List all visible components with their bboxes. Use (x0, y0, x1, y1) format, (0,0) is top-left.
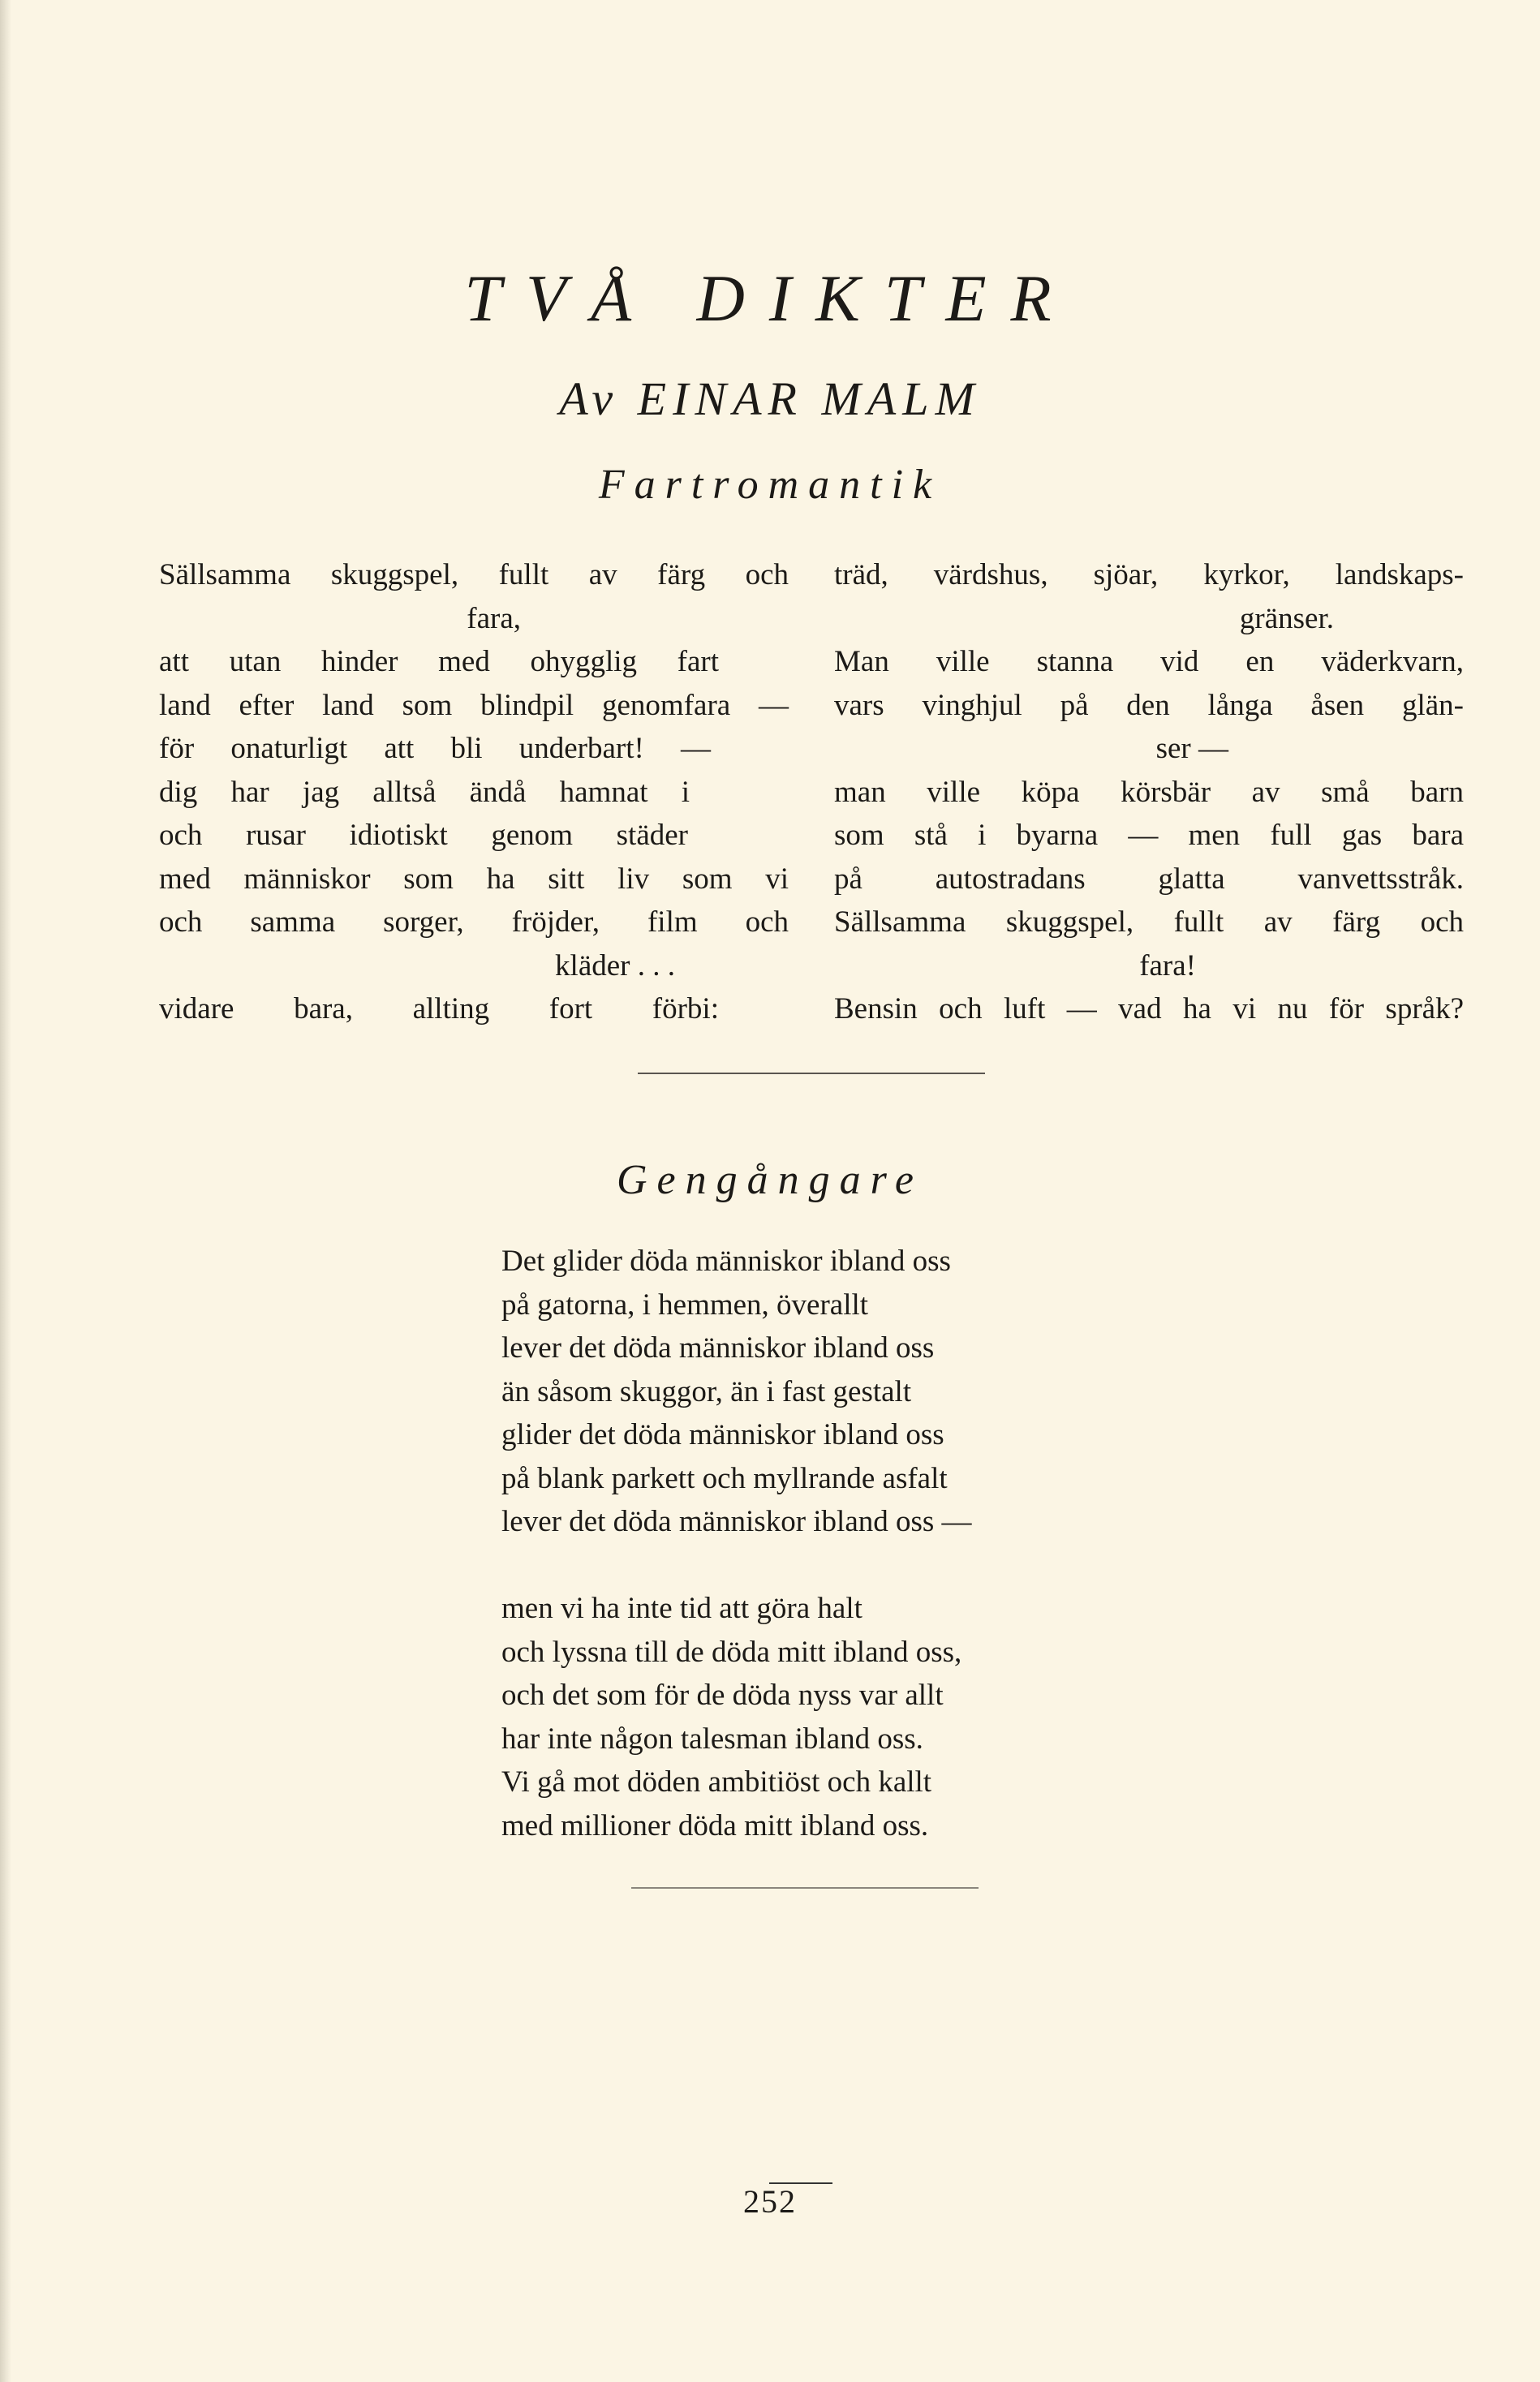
page-number: 252 (743, 2183, 797, 2220)
poem-line: med millioner döda mitt ibland oss. (501, 1808, 929, 1842)
poem1-left-column (159, 553, 789, 1031)
poem-title-fartromantik: Fartromantik (598, 462, 942, 508)
poem-line: att utan hinder med ohygglig fart (159, 645, 719, 678)
poem-line: kläder . . . (555, 948, 675, 982)
poem-line: som stå i byarna — men full gas bara (834, 819, 1464, 852)
author-byline: Av EINAR MALM (559, 372, 981, 425)
poem-line: man ville köpa körsbär av små barn (834, 775, 1464, 809)
poem1-right-column (834, 553, 1464, 1031)
poem-line: har inte någon talesman ibland oss. (501, 1722, 923, 1756)
poem-line: Sällsamma skuggspel, fullt av färg och (159, 558, 789, 591)
section-divider (638, 1073, 985, 1074)
page-title: TVÅ DIKTER (464, 261, 1076, 335)
poem-line: dig har jag alltså ändå hamnat i (159, 775, 690, 809)
poem-line: lever det döda människor ibland oss — (501, 1505, 972, 1538)
poem-line: Sällsamma skuggspel, fullt av färg och (834, 905, 1464, 939)
poem-line: på gatorna, i hemmen, överallt (501, 1288, 869, 1322)
poem-line: träd, värdshus, sjöar, kyrkor, landskaps- (834, 558, 1464, 591)
poem-line: vidare bara, allting fort förbi: (159, 992, 719, 1025)
poem-line: med människor som ha sitt liv som vi (159, 862, 789, 896)
section-divider (631, 1887, 979, 1889)
poem-line: gränser. (1239, 601, 1334, 635)
poem-line: Bensin och luft — vad ha vi nu för språk? (834, 992, 1464, 1025)
poem-line: Vi gå mot döden ambitiöst och kallt (501, 1765, 932, 1799)
poem-line: och det som för de döda nyss var allt (501, 1679, 944, 1712)
poem-line: fara, (467, 601, 521, 635)
poem-line: lever det döda människor ibland oss (501, 1331, 935, 1365)
poem-line: land efter land som blindpil genomfara — (159, 688, 789, 722)
poem-line: än såsom skuggor, än i fast gestalt (501, 1374, 912, 1408)
poem-line: på blank parkett och myllrande asfalt (501, 1461, 948, 1495)
stanza-break (501, 1544, 1151, 1588)
poem-line: fara! (1139, 948, 1196, 982)
poem-line: vars vinghjul på den långa åsen glän- (834, 688, 1464, 722)
poem-line: men vi ha inte tid att göra halt (501, 1592, 862, 1625)
poem-line: och samma sorger, fröjder, film och (159, 905, 789, 939)
poem-title-gengangare: Gengångare (616, 1157, 924, 1203)
poem-line: på autostradans glatta vanvettsstråk. (834, 862, 1464, 896)
poem2-column (501, 1240, 1151, 1847)
poem-line: glider det döda människor ibland oss (501, 1418, 944, 1451)
poem-line: Man ville stanna vid en väderkvarn, (834, 645, 1464, 678)
poem-line: och lyssna till de döda mitt ibland oss, (501, 1635, 962, 1669)
poem-line: ser — (1155, 732, 1228, 765)
poem-line: Det glider döda människor ibland oss (501, 1245, 951, 1278)
poem-line: för onaturligt att bli underbart! — (159, 732, 711, 765)
poem-line: och rusar idiotiskt genom städer (159, 819, 688, 852)
